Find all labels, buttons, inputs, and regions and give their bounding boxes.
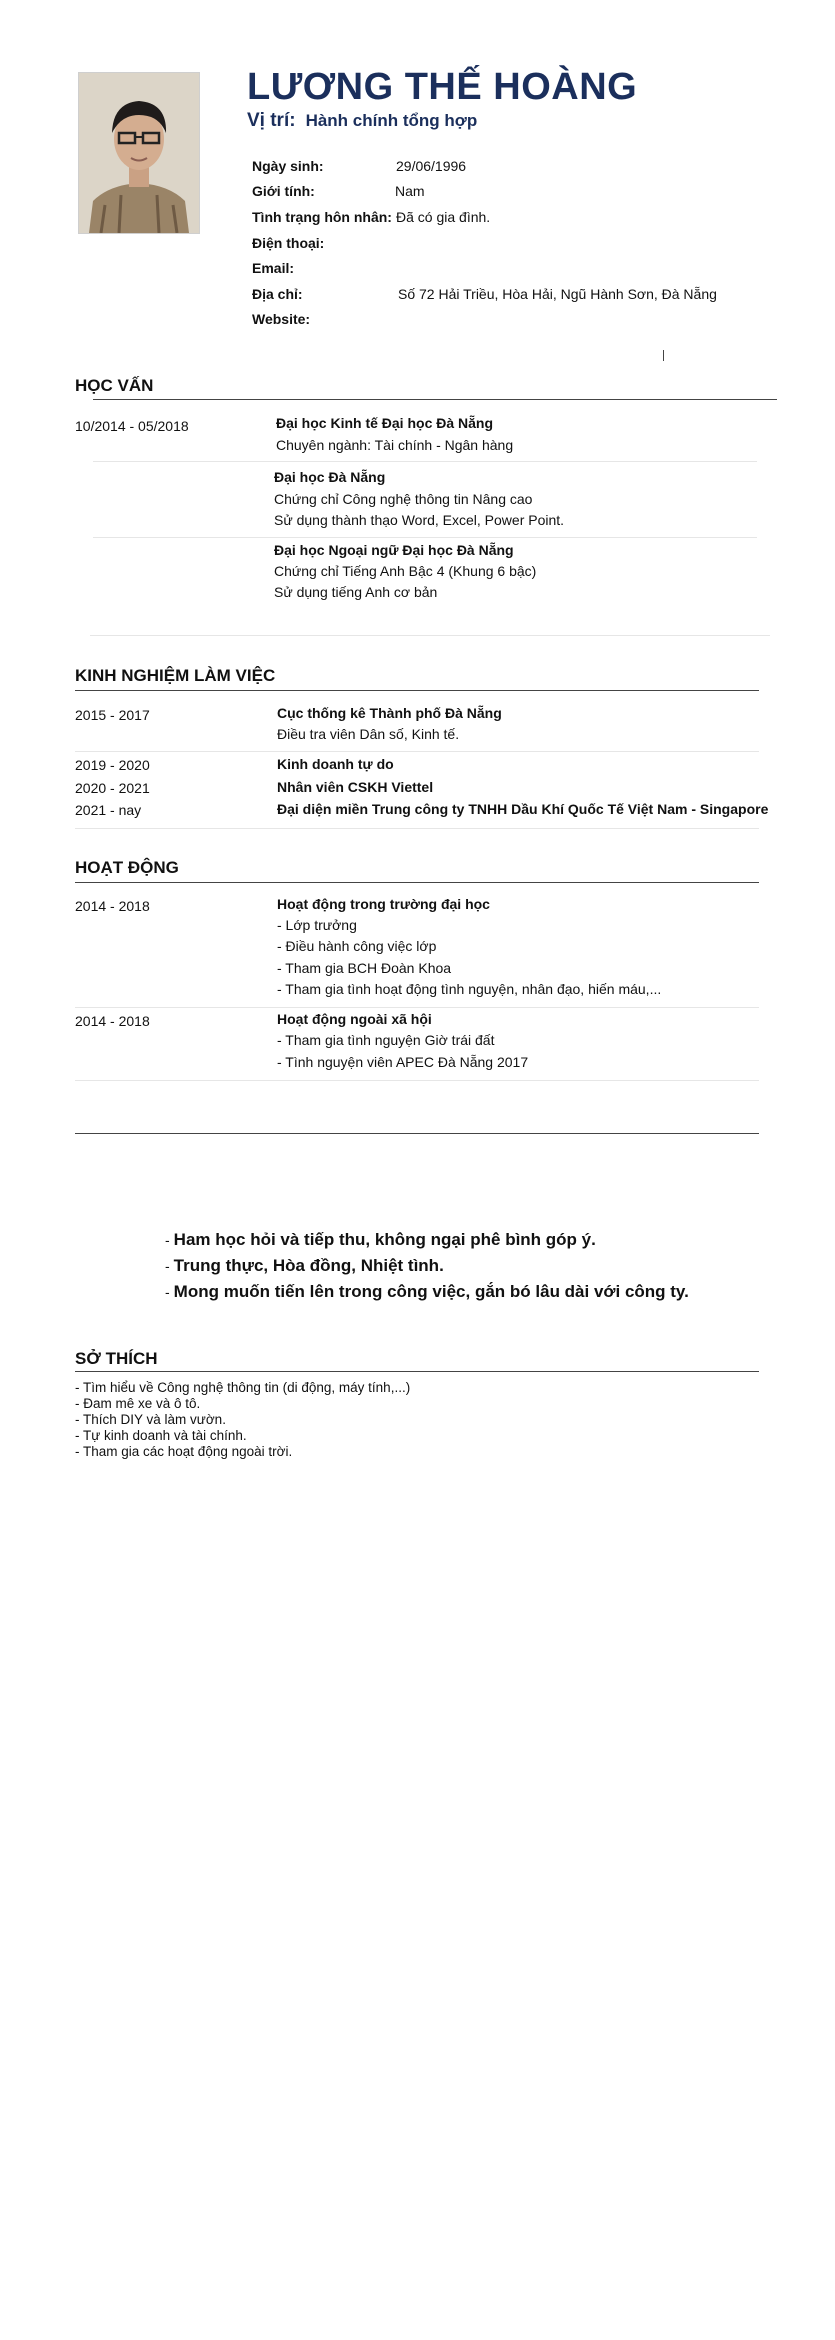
info-label: Điện thoại: [252,235,325,251]
education-detail: Sử dụng tiếng Anh cơ bản [274,584,438,600]
bullet-dash: - [165,1258,170,1274]
activity-title: Hoạt động ngoài xã hội [277,1011,432,1027]
experience-role: Kinh doanh tự do [277,756,394,772]
activity-item: - Lớp trưởng [277,917,357,933]
bullet-dash: - [165,1232,170,1248]
section-divider [75,1133,759,1134]
row-divider [93,461,757,462]
info-row-birthdate [252,158,324,174]
experience-role: Nhân viên CSKH Viettel [277,779,434,795]
education-school: Đại học Ngoại ngữ Đại học Đà Nẵng [274,542,514,558]
section-divider [75,690,759,691]
row-divider [75,1007,759,1008]
info-row-phone [252,235,324,251]
info-label: Website: [252,311,311,327]
info-row-website [252,311,310,327]
position-line [247,110,477,132]
experience-period: 2020 - 2021 [75,780,150,796]
info-label: Giới tính: [252,183,315,199]
activity-period: 2014 - 2018 [75,898,150,914]
activity-item: - Tham gia BCH Đoàn Khoa [277,960,452,976]
hobby-item: - Đam mê xe và ô tô. [75,1396,201,1411]
row-divider [75,1080,759,1081]
education-period: 10/2014 - 05/2018 [75,418,189,434]
bullet-dash: - [165,1284,170,1300]
hobby-item: - Thích DIY và làm vườn. [75,1412,226,1427]
info-label: Email: [252,260,295,276]
hobby-item: - Tự kinh doanh và tài chính. [75,1428,247,1443]
position-value: Hành chính tổng hợp [305,111,478,130]
experience-detail: Điều tra viên Dân số, Kinh tế. [277,726,460,742]
strength-text: Mong muốn tiến lên trong công việc, gắn bó lâu dài với công ty. [173,1282,689,1301]
strength-item [165,1230,596,1250]
activity-item: - Tham gia tình hoạt động tình nguyện, nhân đạo, hiến máu,... [277,981,662,997]
info-label: Ngày sinh: [252,158,324,174]
profile-photo [78,72,200,234]
strength-text: Ham học hỏi và tiếp thu, không ngại phê bình góp ý. [173,1230,596,1249]
education-detail: Chứng chỉ Công nghệ thông tin Nâng cao [274,491,533,507]
hobby-item: - Tìm hiểu về Công nghệ thông tin (di động, máy tính,...) [75,1380,411,1395]
education-detail: Chứng chỉ Tiếng Anh Bậc 4 (Khung 6 bậc) [274,563,537,579]
section-title-experience: KINH NGHIỆM LÀM VIỆC [75,666,276,685]
section-title-activities: HOẠT ĐỘNG [75,858,179,877]
info-value-marital: Đã có gia đình. [396,209,491,225]
hobby-item: - Tham gia các hoạt động ngoài trời. [75,1444,293,1459]
activity-item: - Điều hành công việc lớp [277,938,437,954]
info-value-gender: Nam [395,183,425,199]
info-row-address [252,286,303,302]
activity-period: 2014 - 2018 [75,1013,150,1029]
strength-item [165,1256,444,1276]
section-divider [75,1371,759,1372]
section-divider [75,882,759,883]
row-divider [75,751,759,752]
info-label: Tình trạng hôn nhân: [252,209,392,225]
position-label: Vị trí: [247,110,296,131]
activity-title: Hoạt động trong trường đại học [277,896,490,912]
stray-mark [663,350,664,361]
section-title-education: HỌC VẤN [75,376,154,395]
education-detail: Sử dụng thành thạo Word, Excel, Power Point. [274,512,565,528]
info-row-marital [252,209,392,225]
section-divider [93,399,777,400]
row-divider [90,635,770,636]
row-divider [93,537,757,538]
info-value-birthdate: 29/06/1996 [396,158,467,174]
education-detail: Chuyên ngành: Tài chính - Ngân hàng [276,437,514,453]
avatar-illustration [79,73,199,233]
education-school: Đại học Kinh tế Đại học Đà Nẵng [276,415,494,431]
info-label: Địa chỉ: [252,286,303,302]
experience-period: 2021 - nay [75,802,142,818]
experience-period: 2019 - 2020 [75,757,150,773]
candidate-name: LƯƠNG THẾ HOÀNG [247,66,638,108]
experience-role: Đại diện miền Trung công ty TNHH Dầu Khí Quốc Tế Việt Nam - Singapore [277,801,769,817]
info-row-gender [252,183,315,199]
activity-item: - Tình nguyện viên APEC Đà Nẵng 2017 [277,1054,529,1070]
info-row-email [252,260,294,276]
strength-item [165,1282,689,1302]
strength-text: Trung thực, Hòa đồng, Nhiệt tình. [173,1256,444,1275]
section-title-hobbies: SỞ THÍCH [75,1349,158,1368]
experience-period: 2015 - 2017 [75,707,150,723]
activity-item: - Tham gia tình nguyện Giờ trái đất [277,1032,495,1048]
row-divider [75,828,759,829]
info-value-address: Số 72 Hải Triều, Hòa Hải, Ngũ Hành Sơn, Đà Nẵng [398,286,717,302]
education-school: Đại học Đà Nẵng [274,469,386,485]
experience-role: Cục thống kê Thành phố Đà Nẵng [277,705,502,721]
